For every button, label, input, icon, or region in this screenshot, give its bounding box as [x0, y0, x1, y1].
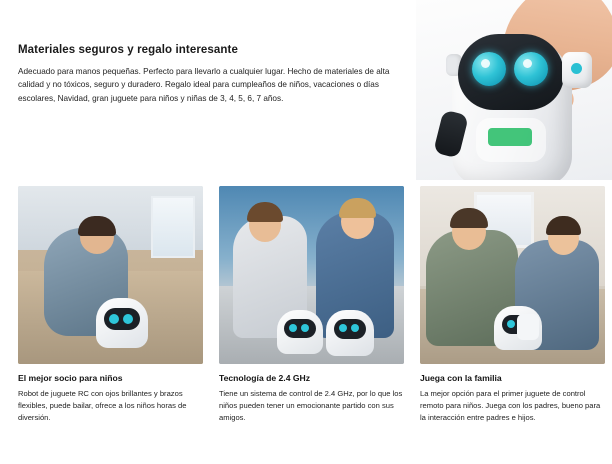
feature-cards	[0, 186, 612, 424]
robot-toy-graphic	[277, 310, 323, 354]
feature-card-title: El mejor socio para niños	[18, 373, 123, 383]
robot-badge-graphic	[488, 128, 532, 146]
feature-card	[420, 186, 605, 424]
robot-toy-graphic	[326, 310, 374, 356]
feature-card-body: Robot de juguete RC con ojos brillantes y brazos flexibles, puede bailar, ofrece a los niños horas de diversión.	[18, 389, 187, 422]
page-title: Materiales seguros y regalo interesante	[18, 44, 238, 56]
remote-control-graphic	[562, 52, 592, 88]
top-text-block	[18, 44, 410, 105]
feature-card	[18, 186, 203, 424]
feature-photo	[18, 186, 203, 364]
remote-control-graphic	[517, 314, 539, 340]
feature-card-title: Juega con la familia	[420, 373, 502, 383]
robot-face-graphic	[458, 34, 564, 110]
feature-photo	[219, 186, 404, 364]
feature-card	[219, 186, 404, 424]
top-section	[0, 0, 612, 180]
hero-product-photo	[416, 0, 612, 180]
feature-card-title: Tecnología de 2.4 GHz	[219, 373, 311, 383]
photo-window	[151, 196, 195, 258]
feature-card-body: La mejor opción para el primer juguete de control remoto para niños. Juega con los padres, bueno para la interacción entre padres e hijos.	[420, 389, 601, 422]
remote-button-icon	[571, 63, 582, 74]
robot-eye-icon	[514, 52, 548, 86]
robot-eye-icon	[472, 52, 506, 86]
robot-toy-graphic	[96, 298, 148, 348]
page-description: Adecuado para manos pequeñas. Perfecto para llevarlo a cualquier lugar. Hecho de materiales de alta calidad y no tóxicos, seguro y duradero. Regalo ideal para cumpleaños de niños, vacaciones o días escolares, Navidad, gran juguete para niños y niñas de 3, 4, 5, 6, 7 años.	[18, 67, 390, 103]
feature-photo	[420, 186, 605, 364]
feature-card-body: Tiene un sistema de control de 2.4 GHz, por lo que los niños pueden tener un emocionante partido con sus amigos.	[219, 389, 403, 422]
